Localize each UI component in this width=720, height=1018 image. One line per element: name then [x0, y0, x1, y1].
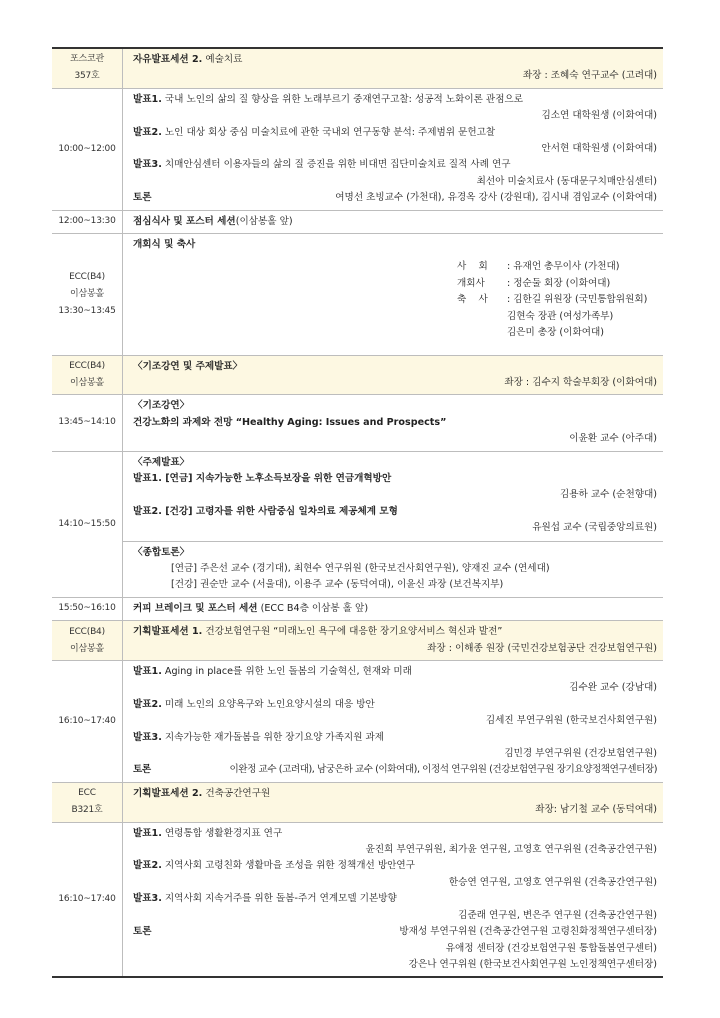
schedule-row	[52, 48, 663, 88]
time-slot: 15:50~16:10	[58, 603, 116, 614]
discussant-line: [건강] 권순만 교수 (서울대), 이용주 교수 (동덕여대), 이윤신 과장 (보건복지부)	[171, 579, 504, 591]
session-cell	[123, 597, 664, 620]
time-cell	[52, 661, 123, 783]
schedule-row	[52, 234, 663, 355]
presentation-title: 발표3. 지역사회 지속거주를 위한 돌봄-주거 연계모델 기본방향	[133, 893, 397, 905]
presenter: 김준래 연구원, 변은주 연구원 (건축공간연구원)	[458, 909, 657, 921]
section-heading: 〈종합토론〉	[133, 546, 190, 558]
venue-cell	[52, 48, 123, 88]
venue-cell	[52, 234, 123, 355]
schedule-row	[52, 822, 663, 977]
session-title: 자유발표세션 2.	[133, 54, 203, 65]
time-cell	[52, 395, 123, 451]
presenter: 김용하 교수 (순천향대)	[560, 489, 657, 501]
presenter: 유원섭 교수 (국립중앙의료원)	[532, 522, 657, 534]
schedule-row	[52, 621, 663, 661]
presentation-title: 발표1. [연금] 지속가능한 노후소득보장을 위한 연금개혁방안	[133, 472, 392, 484]
time-cell	[52, 451, 123, 597]
time-slot: 12:00~13:30	[58, 216, 116, 227]
presentation-title: 발표2. 미래 노인의 요양욕구와 노인요양시설의 대응 방안	[133, 698, 375, 710]
ceremony-line: 개회사 : 정순둘 회장 (이화여대)	[457, 277, 611, 289]
schedule-row	[52, 88, 663, 210]
session-chair: 좌장: 남기철 교수 (동덕여대)	[535, 804, 657, 816]
ceremony-line: 사 회 : 유재언 총무이사 (가천대)	[457, 261, 620, 273]
presenter: 김세진 부연구위원 (한국보건사회연구원)	[485, 715, 657, 727]
time-cell	[52, 88, 123, 210]
session-cell	[123, 395, 664, 451]
session-title: 커피 브레이크 및 포스터 세션	[133, 602, 258, 614]
schedule-table	[52, 47, 663, 978]
presentation-title: 발표1. Aging in place를 위한 노인 돌봄의 기술혁신, 현재와 미래	[133, 666, 412, 677]
time-slot: 14:10~15:50	[58, 518, 116, 529]
presenter: 윤진희 부연구위원, 최가윤 연구원, 고영호 연구위원 (건축공간연구원)	[365, 844, 657, 856]
session-cell	[123, 621, 664, 661]
session-cell	[123, 661, 664, 783]
ceremony-line: 축 사 : 김한길 위원장 (국민통합위원회)	[457, 294, 648, 306]
discussion-line: 토론 방재성 부연구위원 (건축공간연구원 고령친화정책연구센터장)	[133, 926, 657, 938]
presentation-title: 발표2. 노인 대상 회상 중심 미술치료에 관한 국내외 연구동향 분석: 주제범위 문헌고찰	[133, 126, 496, 138]
presenter: 김민경 부연구위원 (건강보험연구원)	[504, 748, 657, 760]
session-chair: 좌장 : 김수지 학술부회장 (이화여대)	[504, 376, 657, 388]
venue-cell	[52, 782, 123, 822]
session-cell	[123, 48, 664, 88]
ceremony-line: 김현숙 장관 (여성가족부)	[507, 310, 614, 322]
discussant-line: [연금] 주은선 교수 (경기대), 최현수 연구위원 (한국보건사회연구원), 양재진 교수 (연세대)	[171, 562, 550, 574]
session-cell	[123, 782, 664, 822]
presentation-title: 발표3. 지속가능한 재가돌봄을 위한 장기요양 가족지원 과제	[133, 731, 385, 743]
venue-room: 이삼봉홀	[70, 288, 104, 299]
section-heading: 〈주제발표〉	[133, 456, 190, 468]
venue-cell	[52, 621, 123, 661]
time-slot: 16:10~17:40	[58, 893, 116, 904]
session-title: 기획발표세션 2.	[133, 787, 203, 799]
venue-room: 357호	[74, 71, 100, 82]
schedule-row	[52, 661, 663, 783]
session-title: 개회식 및 축사	[133, 239, 196, 251]
ceremony-line: 김은미 총장 (이화여대)	[507, 327, 604, 339]
presenter: 김수완 교수 (강남대)	[569, 682, 657, 694]
schedule-row	[52, 395, 663, 451]
venue-name: ECC(B4)	[69, 360, 105, 371]
session-chair: 좌장 : 이해종 원장 (국민건강보험공단 건강보험연구원)	[427, 642, 657, 654]
session-cell	[123, 234, 664, 355]
discussion-line: 토론 여명선 초빙교수 (가천대), 유경옥 강사 (강원대), 김시내 겸임교수 (이화여대)	[133, 192, 657, 204]
session-cell	[123, 355, 664, 395]
topic-presentations	[123, 452, 663, 541]
session-chair: 좌장 : 조혜숙 연구교수 (고려대)	[522, 70, 657, 82]
session-subtitle: (이삼봉홀 앞)	[235, 215, 293, 227]
discussant-line: 유애정 센터장 (건강보험연구원 통합돌봄연구센터)	[445, 942, 657, 954]
schedule-row	[52, 451, 663, 597]
discussant-line: 강은나 연구위원 (한국보건사회연구원 노인정책연구센터장)	[408, 958, 657, 970]
time-cell	[52, 210, 123, 233]
schedule-row	[52, 782, 663, 822]
keynote-title: 건강노화의 과제와 전망 “Healthy Aging: Issues and Prospects”	[133, 416, 447, 428]
session-subtitle: 건강보험연구원 “미래노인 욕구에 대응한 장기요양서비스 혁신과 발전”	[202, 626, 503, 638]
venue-room: B321호	[71, 805, 103, 816]
presentation-title: 발표2. [건강] 고령자를 위한 사람중심 일차의료 제공체계 모형	[133, 505, 398, 517]
venue-room: 이삼봉홀	[70, 377, 104, 388]
schedule-row	[52, 597, 663, 620]
venue-room: 이삼봉홀	[70, 643, 104, 654]
presenter: 최선아 미술치료사 (동대문구치매안심센터)	[476, 175, 657, 187]
session-cell	[123, 451, 664, 597]
section-heading: 〈기조강연〉	[133, 400, 190, 412]
presentation-title: 발표2. 지역사회 고령친화 생활마을 조성을 위한 정책개선 방안연구	[133, 860, 415, 872]
venue-name: ECC(B4)	[69, 271, 105, 282]
venue-name: ECC(B4)	[69, 626, 105, 637]
venue-cell	[52, 355, 123, 395]
presentation-title: 발표1. 연령통합 생활환경지표 연구	[133, 827, 283, 839]
session-title: 기획발표세션 1.	[133, 626, 203, 638]
presenter: 김소연 대학원생 (이화여대)	[541, 110, 657, 122]
time-slot: 16:10~17:40	[58, 715, 116, 726]
time-slot: 13:30~13:45	[58, 305, 116, 316]
time-cell	[52, 597, 123, 620]
session-title: 〈기조강연 및 주제발표〉	[133, 360, 243, 372]
synthesis-discussion	[123, 541, 663, 597]
presentation-title: 발표3. 치매안심센터 이용자들의 삶의 질 증진을 위한 비대면 집단미술치료 질적 사례 연구	[133, 159, 511, 171]
time-cell	[52, 822, 123, 977]
session-subtitle: (ECC B4층 이삼봉 홀 앞)	[257, 602, 369, 614]
session-title: 점심식사 및 포스터 세션	[133, 215, 236, 227]
presenter: 안서현 대학원생 (이화여대)	[541, 143, 657, 155]
session-subtitle: 건축공간연구원	[202, 787, 271, 799]
schedule-row	[52, 210, 663, 233]
schedule-row	[52, 355, 663, 395]
session-cell	[123, 88, 664, 210]
presenter: 이윤환 교수 (아주대)	[569, 433, 657, 445]
discussion-line: 토론 이완정 교수 (고려대), 남궁은하 교수 (이화여대), 이정석 연구위원 (건강보험연구원 장기요양정책연구센터장)	[133, 764, 657, 776]
time-slot: 13:45~14:10	[58, 417, 116, 428]
time-slot: 10:00~12:00	[58, 143, 116, 154]
presentation-title: 발표1. 국내 노인의 삶의 질 향상을 위한 노래부르기 중재연구고찰: 성공적 노화이론 관점으로	[133, 93, 524, 105]
venue-name: 포스코관	[70, 54, 104, 65]
presenter: 한승연 연구원, 고영호 연구위원 (건축공간연구원)	[448, 876, 657, 888]
session-cell	[123, 822, 664, 977]
venue-name: ECC	[78, 788, 96, 799]
session-cell	[123, 210, 664, 233]
session-subtitle: 예술치료	[202, 54, 243, 65]
